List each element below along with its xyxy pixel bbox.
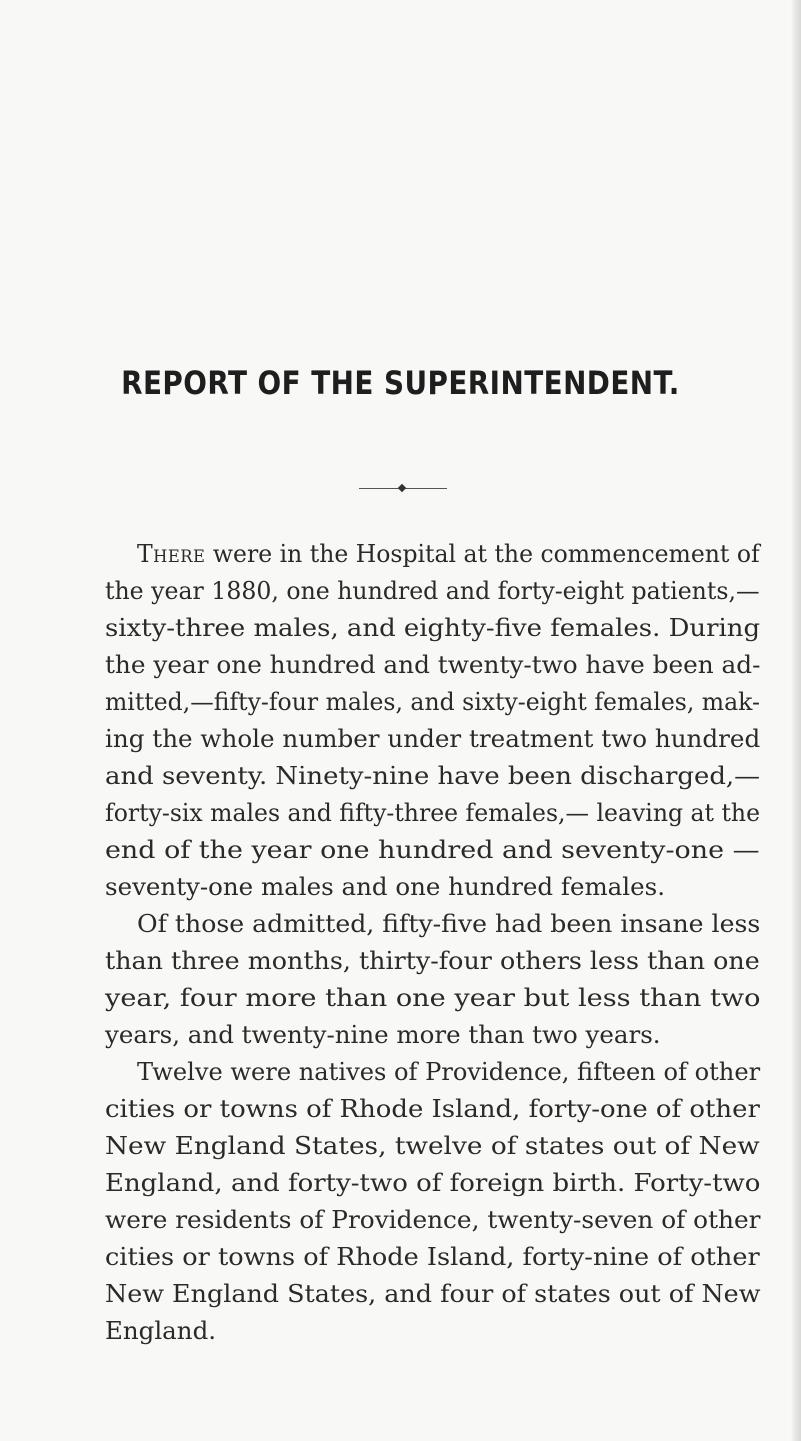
paragraph-line: year, four more than one year but less than two: [105, 983, 761, 1012]
paragraph-line: Of those admitted, fifty-five had been insane less: [137, 909, 761, 938]
paragraph-line: England, and forty-two of foreign birth. Forty-two: [105, 1168, 761, 1197]
paragraph-line: cities or towns of Rhode Island, forty-nine of other: [105, 1242, 760, 1271]
paragraph-line: ing the whole number under treatment two hundred: [105, 724, 761, 753]
report-heading: REPORT OF THE SUPERINTENDENT.: [121, 364, 680, 402]
paragraph-line: were residents of Providence, twenty-seven of other: [105, 1205, 761, 1234]
paragraph-line: seventy-one males and one hundred females.: [105, 872, 665, 901]
paragraph-line: than three months, thirty-four others less than one: [105, 946, 760, 975]
paragraph-line: cities or towns of Rhode Island, forty-one of other: [105, 1094, 760, 1123]
paragraph-line: end of the year one hundred and seventy-one —: [105, 835, 760, 864]
paragraph-line: Twelve were natives of Providence, fifteen of other: [137, 1057, 761, 1086]
paragraph-lead-word: There: [137, 539, 206, 568]
paragraph-line: years, and twenty-nine more than two years.: [105, 1020, 661, 1049]
divider-ornament: [398, 484, 406, 492]
paragraph-line: sixty-three males, and eighty-five females. During: [105, 613, 761, 642]
paragraph-text: were in the Hospital at the commencement of: [212, 539, 760, 568]
paragraph-line: England.: [105, 1316, 217, 1345]
paragraph-line: and seventy. Ninety-nine have been discharged,—: [105, 761, 761, 790]
paragraph-line: New England States, and four of states out of New: [105, 1279, 761, 1308]
paragraph-line: the year 1880, one hundred and forty-eight patients,—: [105, 576, 760, 605]
paragraph-line: forty-six males and fifty-three females,— leaving at the: [105, 798, 761, 827]
page-edge-shadow: [791, 0, 801, 1441]
paragraph-line: the year one hundred and twenty-two have been ad-: [105, 650, 761, 679]
paragraph-line: New England States, twelve of states out of New: [105, 1131, 760, 1160]
paragraph-line: [137, 539, 760, 569]
paragraph-line: mitted,—fifty-four males, and sixty-eight females, mak-: [105, 687, 760, 716]
